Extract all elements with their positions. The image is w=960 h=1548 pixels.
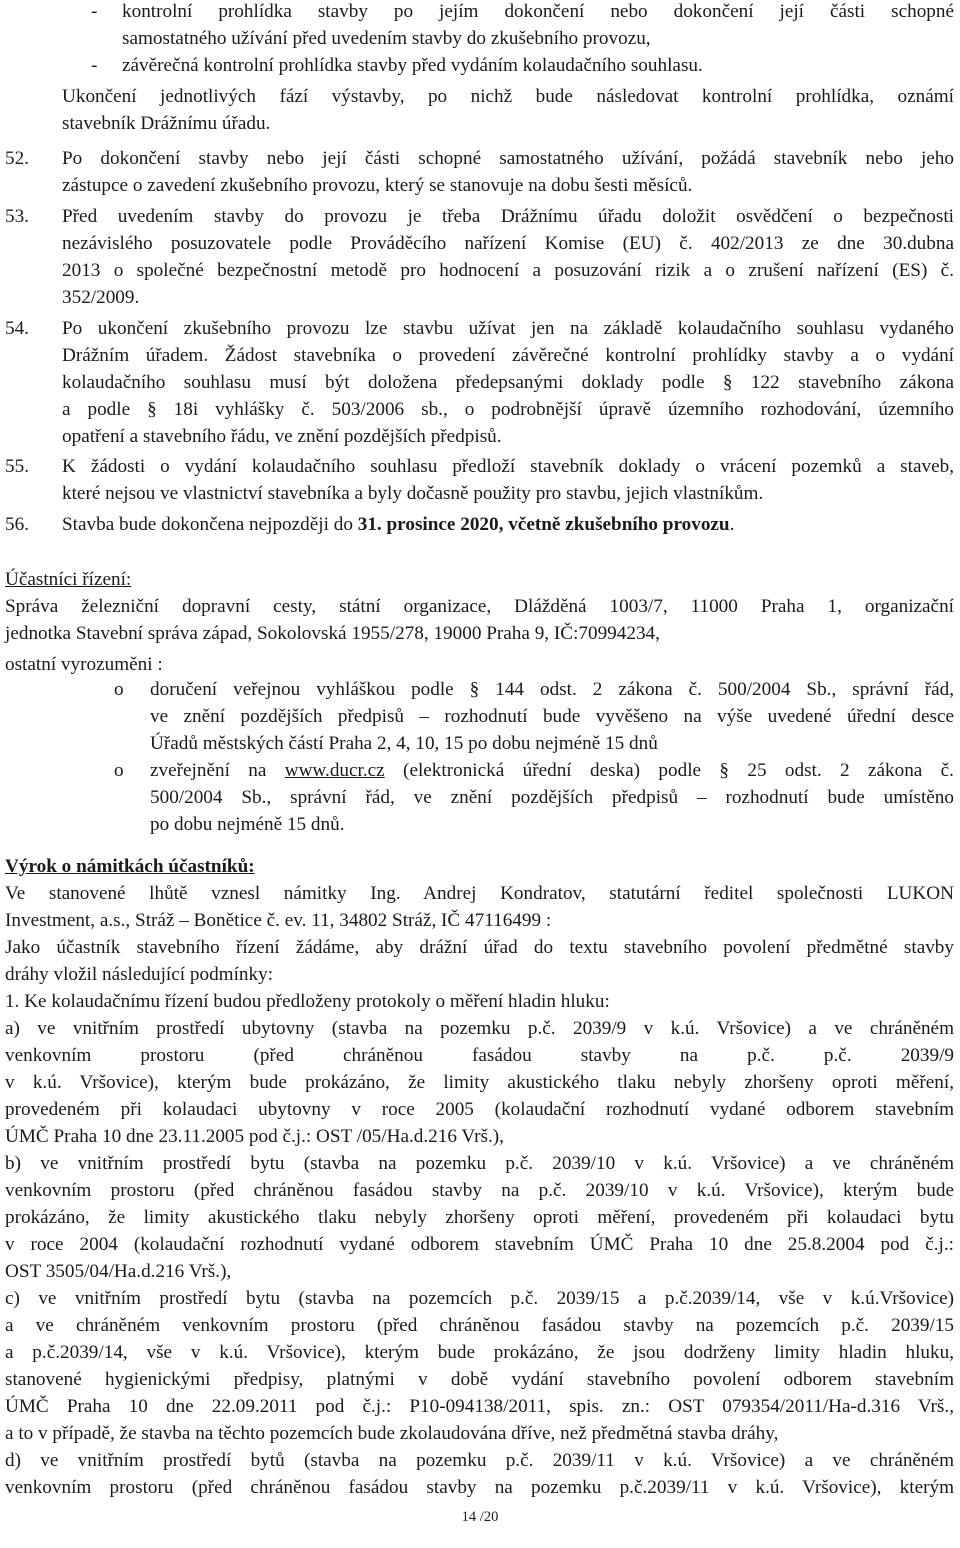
item-text: Po ukončení zkušebního provozu lze stavbu užívat jen na základě kolaudačního souhlasu vydaného	[62, 318, 954, 339]
vyrok-line: Investment, a.s., Stráž – Bonětice č. ev. 11, 34802 Stráž, IČ 47116499 :	[5, 910, 552, 931]
paragraph-line: Ukončení jednotlivých fází výstavby, po nichž bude následovat kontrolní prohlídka, oznámí	[62, 86, 954, 107]
vyrok-line: Jako účastník stavebního řízení žádáme, aby drážní úřad do textu stavebního povolení předmětné stavby	[5, 937, 954, 958]
bullet-mark: o	[114, 760, 124, 781]
item-number: 52.	[5, 148, 29, 169]
item-text: K žádosti o vydání kolaudačního souhlasu předloží stavebník doklady o vrácení pozemků a staveb,	[62, 456, 954, 477]
bullet-text: ve znění pozdějších předpisů – rozhodnutí bude vyvěšeno na výše uvedené úřední desce	[150, 706, 954, 727]
item-text: opatření a stavebního řádu, ve znění pozdějších předpisů.	[62, 426, 502, 447]
item-text: 2013 o společné bezpečnostní metodě pro hodnocení a posuzování rizik a o zrušení nařízení (ES) č.	[62, 260, 954, 281]
vyrok-line: a) ve vnitřním prostředí ubytovny (stavba na pozemku p.č. 2039/9 v k.ú. Vršovice) a ve chráněném	[5, 1018, 954, 1039]
section-heading-vyrok: Výrok o námitkách účastníků:	[5, 856, 255, 877]
item-number: 53.	[5, 206, 29, 227]
bullet-dash: -	[91, 1, 98, 22]
item-number: 55.	[5, 456, 29, 477]
vyrok-line: c) ve vnitřním prostředí bytu (stavba na pozemcích p.č. 2039/15 a p.č.2039/14, vše v k.ú.Vršovice)	[5, 1288, 954, 1309]
item-text: 352/2009.	[62, 287, 140, 308]
vyrok-line: a to v případě, že stavba na těchto pozemcích bude zkolaudována dříve, než předmětná stavba dráhy,	[5, 1423, 779, 1444]
deadline-bold: 31. prosince 2020, včetně zkušebního provozu	[357, 514, 730, 535]
vyrok-line: b) ve vnitřním prostředí bytu (stavba na pozemku p.č. 2039/10 v k.ú. Vršovice) a ve chráněném	[5, 1153, 954, 1174]
item-text: kolaudačního souhlasu musí být doložena předepsanými doklady podle § 122 stavebního zákona	[62, 372, 954, 393]
paragraph-line: jednotka Stavební správa západ, Sokolovská 1955/278, 19000 Praha 9, IČ:70994234,	[5, 623, 660, 644]
numbered-item-55	[0, 453, 960, 481]
vyrok-line: ÚMČ Praha 10 dne 22.09.2011 pod č.j.: P10-094138/2011, spis. zn.: OST 079354/2011/Ha-d.316 Vrš.,	[5, 1396, 954, 1417]
item-text: které nejsou ve vlastnictví stavebníka a byly dočasně použity pro stavbu, jejich vlastníkům.	[62, 483, 764, 504]
bullet-text: Úřadů městských částí Praha 2, 4, 10, 15 po dobu nejméně 15 dnů	[150, 733, 658, 754]
bullet-text: 500/2004 Sb., správní řád, ve znění pozdějších předpisů – rozhodnutí bude umístěno	[150, 787, 954, 808]
item-number: 56.	[5, 514, 29, 535]
vyrok-line: v k.ú. Vršovice), kterým bude prokázáno, že limity akustického tlaku nebyly zhoršeny oproti měření,	[5, 1072, 954, 1093]
item-text: zástupce o zavedení zkušebního provozu, který se stanovuje na dobu šesti měsíců.	[62, 175, 693, 196]
paragraph-line: ostatní vyrozuměni :	[5, 654, 163, 675]
item-text: nezávislého posuzovatele podle Prováděcího nařízení Komise (EU) č. 402/2013 ze dne 30.dubna	[62, 233, 954, 254]
bullet-text: po dobu nejméně 15 dnů.	[150, 814, 345, 835]
vyrok-line: a ve chráněném venkovním prostoru (před chráněnou fasádou stavby na pozemcích p.č. 2039/15	[5, 1315, 954, 1336]
vyrok-line: ÚMČ Praha 10 dne 23.11.2005 pod č.j.: OST /05/Ha.d.216 Vrš.),	[5, 1126, 504, 1147]
bullet-item	[0, 0, 960, 26]
section-heading-ucastnici: Účastníci řízení:	[5, 569, 132, 590]
item-text: Drážním úřadem. Žádost stavebníka o provedení závěrečné kontrolní prohlídky stavby a o vydání	[62, 345, 954, 366]
numbered-item-56	[0, 511, 960, 539]
bullet-text: doručení veřejnou vyhláškou podle § 144 odst. 2 zákona č. 500/2004 Sb., správní řád,	[150, 679, 954, 700]
numbered-item-52	[0, 145, 960, 173]
page-number: 14 /20	[461, 1509, 499, 1525]
vyrok-line: v roce 2004 (kolaudační rozhodnutí vydané odborem stavebním ÚMČ Praha 10 dne 25.8.2004 pod č.j.:	[5, 1234, 954, 1255]
vyrok-line: venkovním prostoru (před chráněnou fasádou stavby na p.č. 2039/10 v k.ú. Vršovice), kterým bude	[5, 1180, 954, 1201]
bullet-mark: o	[114, 679, 124, 700]
vyrok-line: d) ve vnitřním prostředí bytů (stavba na pozemku p.č. 2039/11 v k.ú. Vršovice) a ve chráněném	[5, 1450, 954, 1471]
vyrok-line: venkovním prostoru (před chráněnou fasádou stavby na p.č. p.č. 2039/9	[5, 1045, 954, 1066]
vyrok-line: venkovním prostoru (před chráněnou fasádou stavby na pozemku p.č.2039/11 v k.ú. Vršovice), kterým	[5, 1477, 954, 1498]
vyrok-line: Ve stanovené lhůtě vznesl námitky Ing. Andrej Kondratov, statutární ředitel společnosti LUKON	[5, 883, 954, 904]
numbered-item-54	[0, 315, 960, 343]
bullet-text: závěrečná kontrolní prohlídka stavby před vydáním kolaudačního souhlasu.	[122, 55, 703, 76]
item-text: Stavba bude dokončena nejpozději do 31. prosince 2020, včetně zkušebního provozu.	[62, 514, 735, 535]
vyrok-line: stanovené hygienickými předpisy, platnými v době vydání stavebního povolení odborem stavebním	[5, 1369, 954, 1390]
paragraph-line: stavebník Drážnímu úřadu.	[62, 113, 271, 134]
item-text: Po dokončení stavby nebo její části schopné samostatného užívání, požádá stavebník nebo jeho	[62, 148, 954, 169]
bullet-text: samostatného užívání před uvedením stavby do zkušebního provozu,	[122, 28, 651, 49]
bullet-item	[0, 52, 960, 80]
ducr-link[interactable]: www.ducr.cz	[284, 760, 385, 781]
vyrok-line: 1. Ke kolaudačnímu řízení budou předloženy protokoly o měření hladin hluku:	[5, 991, 610, 1012]
item-text: a podle § 18i vyhlášky č. 503/2006 sb., o podrobnější úpravě územního rozhodování, územního	[62, 399, 954, 420]
bullet-item	[0, 757, 960, 785]
vyrok-line: a p.č.2039/14, vše v k.ú. Vršovice), kterým bude prokázáno, že jsou dodrženy limity hladin hluku,	[5, 1342, 954, 1363]
vyrok-line: provedeném při kolaudaci ubytovny v roce 2005 (kolaudační rozhodnutí vydané odborem stavebním	[5, 1099, 954, 1120]
bullet-text: zveřejnění na www.ducr.cz (elektronická úřední deska) podle § 25 odst. 2 zákona č.	[150, 760, 954, 781]
vyrok-line: OST 3505/04/Ha.d.216 Vrš.),	[5, 1261, 232, 1282]
bullet-item	[0, 676, 960, 704]
paragraph-line: Správa železniční dopravní cesty, státní organizace, Dlážděná 1003/7, 11000 Praha 1, organizační	[5, 596, 954, 617]
bullet-text: kontrolní prohlídka stavby po jejím dokončení nebo dokončení její části schopné	[122, 1, 954, 22]
item-text: Před uvedením stavby do provozu je třeba Drážnímu úřadu doložit osvědčení o bezpečnosti	[62, 206, 954, 227]
item-number: 54.	[5, 318, 29, 339]
numbered-item-53	[0, 203, 960, 231]
vyrok-line: prokázáno, že limity akustického tlaku nebyly zhoršeny oproti měření, provedeném při kolaudaci bytu	[5, 1207, 954, 1228]
bullet-dash: -	[91, 55, 98, 76]
vyrok-line: dráhy vložil následující podmínky:	[5, 964, 274, 985]
